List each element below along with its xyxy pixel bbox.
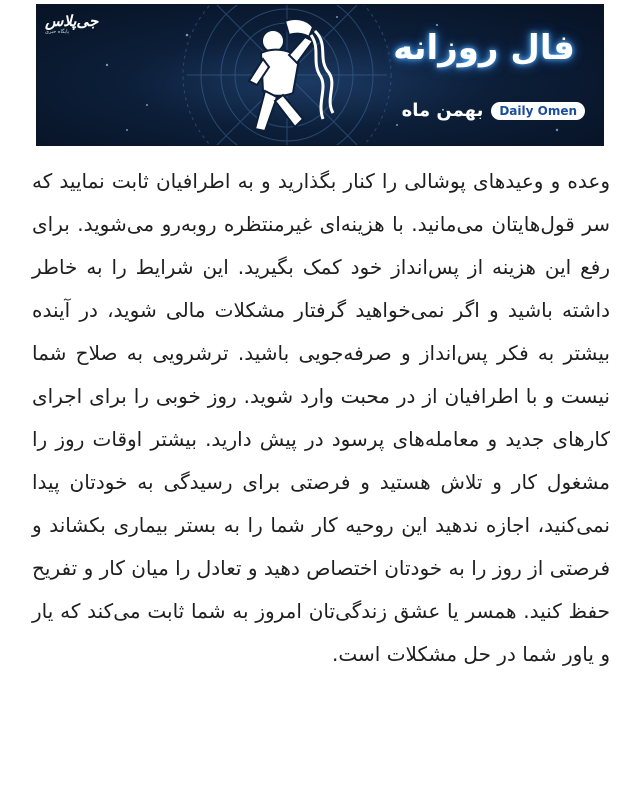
daily-omen-banner [36, 4, 604, 146]
daily-omen-badge: Daily Omen [491, 102, 585, 120]
logo-subtext: پایگاه خبری [45, 29, 70, 35]
banner-month: بهمن ماه [401, 100, 484, 121]
banner-title-box [377, 27, 591, 69]
site-logo [45, 12, 99, 43]
banner-subtitle-row [345, 97, 585, 125]
aquarius-water-bearer-icon [233, 15, 343, 137]
banner-title: فال روزانه [393, 28, 575, 68]
logo-text: جی‌پلاس [45, 12, 99, 30]
horoscope-text: وعده و وعیدهای پوشالی را کنار بگذارید و به اطرافیان ثابت نمایید که سر قول‌هایتان می‌مانید. با هزینه‌ای غیرمنتظره روبه‌رو می‌شوید. برای رفع این هزینه از پس‌انداز خود کمک بگیرید. این شرایط را به خاطر داشته باشید و اگر نمی‌خواهید گرفتار مشکلات مالی شوید، در آینده بیشتر به فکر پس‌انداز و صرفه‌جویی باشید. ترشرویی به صلاح شما نیست و با اطرافیان از در محبت وارد شوید. روز خوبی را برای اجرای کارهای جدید و معامله‌های پرسود در پیش دارید. بیشتر اوقات روز را مشغول کار و تلاش هستید و فرصتی برای رسیدگی به خودتان پیدا نمی‌کنید، اجازه ندهید این روحیه کار شما را به بستر بیماری بکشاند و فرصتی از روز را به خودتان اختصاص دهید و تعادل را میان کار و تفریح حفظ کنید. همسر یا عشق زندگی‌تان امروز به شما ثابت می‌کند که یار و یاور شما در حل مشکلات است. [32, 169, 610, 666]
